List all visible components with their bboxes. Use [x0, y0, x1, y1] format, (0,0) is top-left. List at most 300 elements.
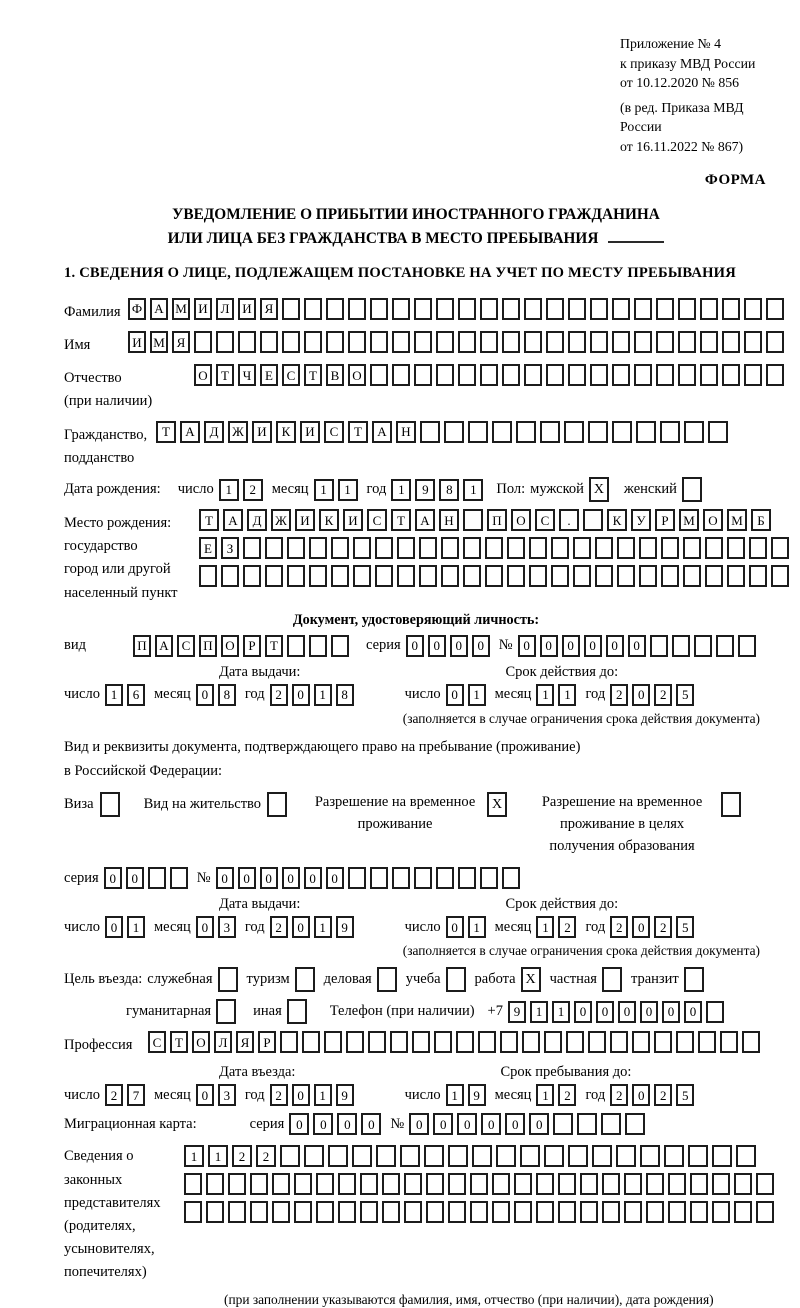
char-box — [458, 331, 476, 353]
char-box — [309, 635, 327, 657]
char-box: 0 — [684, 1001, 702, 1023]
given-name-label: Имя — [64, 337, 91, 354]
char-box: М — [172, 298, 190, 320]
doc-series-boxes — [406, 635, 494, 657]
char-box: 0 — [662, 1001, 680, 1023]
char-box: 0 — [628, 635, 646, 657]
char-box — [568, 298, 586, 320]
char-box — [738, 635, 756, 657]
char-box: 0 — [632, 684, 650, 706]
temp-permit-checkbox — [487, 792, 511, 817]
char-box — [632, 1031, 650, 1053]
char-box: 0 — [632, 916, 650, 938]
char-box — [558, 1201, 576, 1223]
char-box — [583, 509, 603, 531]
char-box: 0 — [406, 635, 424, 657]
char-box — [678, 364, 696, 386]
char-box — [595, 537, 613, 559]
char-box — [766, 331, 784, 353]
char-box: 1 — [468, 916, 486, 938]
char-box — [392, 867, 410, 889]
char-box: Д — [204, 421, 224, 443]
representatives-note: (при заполнении указываются фамилия, имя, отчество (при наличии), дата рождения) — [224, 1291, 714, 1307]
char-box — [400, 1145, 420, 1167]
day-label: число — [404, 918, 441, 935]
char-box: О — [511, 509, 531, 531]
char-box: 0 — [313, 1113, 333, 1135]
visa-checkbox — [100, 792, 124, 817]
year-label: год — [366, 481, 387, 497]
char-box: Д — [247, 509, 267, 531]
char-box: П — [487, 509, 507, 531]
char-box — [612, 421, 632, 443]
temp-permit-label: Разрешение на временное проживание — [314, 794, 476, 832]
char-box — [436, 298, 454, 320]
identity-doc-date-headings — [64, 664, 768, 681]
visit-purpose-row-1 — [64, 967, 768, 992]
char-box — [377, 967, 397, 992]
char-box: 0 — [361, 1113, 381, 1135]
char-box: Б — [751, 509, 771, 531]
char-box — [668, 1201, 686, 1223]
char-box — [568, 1145, 588, 1167]
phone-label: Телефон (при наличии) — [329, 1003, 475, 1020]
char-box: 1 — [314, 479, 334, 501]
char-box — [656, 364, 674, 386]
char-box: 5 — [676, 684, 694, 706]
char-box: 6 — [127, 684, 145, 706]
char-box — [617, 537, 635, 559]
residence-doc-date-headings — [64, 896, 768, 913]
char-box: 0 — [409, 1113, 429, 1135]
char-box — [507, 565, 525, 587]
char-box — [522, 1031, 540, 1053]
entry-day-boxes — [105, 1084, 149, 1106]
char-box — [602, 967, 622, 992]
citizenship-label-line2: подданство — [64, 449, 135, 466]
patronymic-label-line1: Отчество — [64, 370, 122, 387]
char-box: 1 — [468, 684, 486, 706]
representatives-label-line1: Сведения о — [64, 1148, 134, 1165]
char-box: 9 — [336, 916, 354, 938]
char-box — [458, 298, 476, 320]
char-box: А — [155, 635, 173, 657]
visit-purpose-row-2 — [64, 999, 768, 1024]
char-box — [654, 1031, 672, 1053]
char-box: К — [276, 421, 296, 443]
char-box — [722, 331, 740, 353]
char-box — [536, 1201, 554, 1223]
profession-label: Профессия — [64, 1037, 133, 1054]
phone-prefix: +7 — [487, 1003, 503, 1020]
char-box: 0 — [196, 1084, 214, 1106]
char-box: 7 — [127, 1084, 145, 1106]
birth-place-label-line3: город или другой — [64, 561, 171, 578]
char-box — [470, 1201, 488, 1223]
char-box — [282, 298, 300, 320]
char-box — [148, 867, 166, 889]
char-box: Р — [655, 509, 675, 531]
char-box — [304, 331, 322, 353]
month-label: месяц — [494, 918, 532, 935]
patronymic-row — [64, 364, 768, 413]
char-box: 0 — [632, 1084, 650, 1106]
entry-date-group — [64, 1084, 358, 1106]
char-box — [678, 331, 696, 353]
char-box: 0 — [446, 916, 464, 938]
char-box: 0 — [282, 867, 300, 889]
number-label: № — [196, 869, 211, 886]
day-label: число — [177, 481, 214, 497]
char-box — [660, 421, 680, 443]
char-box — [706, 1001, 724, 1023]
char-box: Л — [216, 298, 234, 320]
purpose-study-checkbox — [446, 967, 470, 992]
char-box: 0 — [216, 867, 234, 889]
char-box — [558, 1173, 576, 1195]
char-box: И — [343, 509, 363, 531]
section1-heading: 1. СВЕДЕНИЯ О ЛИЦЕ, ПОДЛЕЖАЩЕМ ПОСТАНОВКЕ НА УЧЕТ ПО МЕСТУ ПРЕБЫВАНИЯ — [64, 264, 736, 281]
char-box: 0 — [196, 684, 214, 706]
char-box: X — [487, 792, 507, 817]
char-box — [250, 1173, 268, 1195]
char-box — [368, 1031, 386, 1053]
char-box — [272, 1173, 290, 1195]
char-box: 0 — [428, 635, 446, 657]
char-box — [392, 331, 410, 353]
char-box — [287, 999, 307, 1024]
representatives-boxes — [184, 1142, 778, 1223]
sex-label: Пол: — [496, 481, 526, 497]
char-box — [568, 364, 586, 386]
char-box: 0 — [481, 1113, 501, 1135]
char-box: 3 — [218, 916, 236, 938]
char-box — [353, 537, 371, 559]
migration-card-label: Миграционная карта: — [64, 1115, 197, 1132]
char-box — [492, 1173, 510, 1195]
char-box: 1 — [391, 479, 411, 501]
char-box — [544, 1145, 564, 1167]
char-box — [566, 1031, 584, 1053]
purpose-transit-checkbox — [684, 967, 708, 992]
char-box — [287, 635, 305, 657]
char-box — [502, 867, 520, 889]
char-box — [267, 792, 287, 817]
char-box — [316, 1173, 334, 1195]
char-box — [370, 867, 388, 889]
form-label: ФОРМА — [704, 172, 766, 189]
char-box — [708, 421, 728, 443]
month-label: месяц — [494, 1086, 532, 1103]
char-box: 5 — [676, 916, 694, 938]
month-label: месяц — [153, 918, 191, 935]
edu-permit-checkbox — [721, 792, 745, 817]
char-box — [485, 565, 503, 587]
birth-month-boxes — [314, 479, 362, 501]
char-box — [260, 331, 278, 353]
entry-date-headings — [64, 1064, 768, 1081]
expiry-day-boxes — [446, 916, 490, 938]
char-box: В — [326, 364, 344, 386]
char-box — [524, 298, 542, 320]
char-box: 0 — [238, 867, 256, 889]
migration-number-boxes — [409, 1113, 649, 1135]
char-box — [712, 1173, 730, 1195]
month-label: месяц — [153, 1086, 191, 1103]
char-box — [749, 537, 767, 559]
char-box: 0 — [292, 1084, 310, 1106]
blank-line — [608, 229, 664, 243]
char-box — [625, 1113, 645, 1135]
char-box — [700, 331, 718, 353]
char-box: Т — [156, 421, 176, 443]
purpose-transit-label: транзит — [630, 971, 679, 988]
char-box — [650, 635, 668, 657]
char-box — [602, 1173, 620, 1195]
char-box — [590, 298, 608, 320]
char-box: Ч — [238, 364, 256, 386]
title-line-2-wrap — [64, 227, 768, 251]
char-box: 0 — [457, 1113, 477, 1135]
issue-year-boxes — [270, 684, 358, 706]
char-box — [228, 1201, 246, 1223]
char-box — [331, 635, 349, 657]
issue-date-heading: Дата выдачи: — [219, 896, 301, 913]
char-box — [392, 298, 410, 320]
char-box — [684, 967, 704, 992]
char-box — [727, 537, 745, 559]
identity-doc-row — [64, 635, 768, 657]
representatives-row3-boxes — [184, 1201, 778, 1223]
char-box — [282, 331, 300, 353]
char-box: И — [300, 421, 320, 443]
char-box: Т — [216, 364, 234, 386]
edu-permit-label: Разрешение на временное проживание в целях получения образования — [541, 794, 703, 854]
char-box — [744, 298, 762, 320]
char-box — [656, 298, 674, 320]
char-box — [414, 867, 432, 889]
char-box — [463, 565, 481, 587]
char-box — [734, 1173, 752, 1195]
char-box — [470, 1173, 488, 1195]
char-box — [472, 1145, 492, 1167]
char-box — [250, 1201, 268, 1223]
profession-boxes — [148, 1031, 764, 1053]
char-box — [272, 1201, 290, 1223]
char-box — [524, 331, 542, 353]
char-box: 9 — [468, 1084, 486, 1106]
char-box — [444, 421, 464, 443]
char-box: Ж — [271, 509, 291, 531]
birth-day-boxes — [219, 479, 267, 501]
char-box: 0 — [196, 916, 214, 938]
char-box — [568, 331, 586, 353]
birth-date-label: Дата рождения: — [64, 481, 161, 497]
residence-permit-checkbox — [267, 792, 291, 817]
char-box — [742, 1031, 760, 1053]
birth-place-label — [64, 509, 199, 605]
char-box — [456, 1031, 474, 1053]
char-box — [698, 1031, 716, 1053]
char-box: И — [194, 298, 212, 320]
char-box — [688, 1145, 708, 1167]
char-box — [376, 1145, 396, 1167]
char-box — [206, 1173, 224, 1195]
char-box — [529, 537, 547, 559]
char-box — [546, 298, 564, 320]
char-box — [612, 298, 630, 320]
char-box — [348, 331, 366, 353]
purpose-business-checkbox — [377, 967, 401, 992]
birth-place-row — [64, 509, 768, 605]
char-box — [502, 298, 520, 320]
char-box: А — [223, 509, 243, 531]
stay-day-boxes — [446, 1084, 490, 1106]
char-box — [700, 364, 718, 386]
char-box — [636, 421, 656, 443]
char-box — [458, 364, 476, 386]
char-box — [216, 331, 234, 353]
char-box — [492, 421, 512, 443]
char-box: 0 — [104, 867, 122, 889]
char-box — [580, 1201, 598, 1223]
stay-month-boxes — [536, 1084, 580, 1106]
char-box — [720, 1031, 738, 1053]
sex-female-label: женский — [623, 481, 677, 497]
patronymic-label — [64, 364, 194, 413]
char-box — [375, 565, 393, 587]
char-box — [514, 1173, 532, 1195]
char-box: 0 — [289, 1113, 309, 1135]
char-box — [294, 1173, 312, 1195]
char-box — [716, 635, 734, 657]
char-box — [382, 1173, 400, 1195]
appendix-line-2: к приказу МВД России — [620, 55, 756, 71]
stay-year-boxes — [610, 1084, 698, 1106]
issue-day-boxes — [105, 684, 149, 706]
representatives-label-line2: законных — [64, 1171, 123, 1188]
birth-place-label-line2: государство — [64, 538, 138, 555]
representatives-label-line4: (родителях, — [64, 1218, 136, 1235]
char-box — [683, 565, 701, 587]
char-box — [382, 1201, 400, 1223]
char-box: Е — [199, 537, 217, 559]
char-box: X — [521, 967, 541, 992]
char-box — [678, 298, 696, 320]
char-box: 0 — [596, 1001, 614, 1023]
char-box — [353, 565, 371, 587]
char-box: 9 — [415, 479, 435, 501]
char-box — [588, 421, 608, 443]
citizenship-row — [64, 421, 768, 470]
char-box: У — [631, 509, 651, 531]
char-box — [414, 364, 432, 386]
char-box — [664, 1145, 684, 1167]
char-box — [480, 331, 498, 353]
char-box — [536, 1173, 554, 1195]
issue-day-boxes — [105, 916, 149, 938]
char-box — [524, 364, 542, 386]
char-box — [309, 537, 327, 559]
char-box: 0 — [292, 684, 310, 706]
purpose-label: Цель въезда: — [64, 971, 143, 988]
residence-doc-intro-1: Вид и реквизиты документа, подтверждающего право на пребывание (проживание) — [64, 738, 581, 755]
char-box — [540, 421, 560, 443]
char-box — [634, 364, 652, 386]
char-box — [514, 1201, 532, 1223]
char-box — [551, 565, 569, 587]
residence-number-boxes — [216, 867, 524, 889]
char-box — [436, 867, 454, 889]
char-box — [624, 1173, 642, 1195]
char-box: К — [607, 509, 627, 531]
amendment-line-2: от 16.11.2022 № 867) — [620, 138, 744, 154]
char-box: 0 — [433, 1113, 453, 1135]
purpose-official-checkbox — [218, 967, 242, 992]
char-box — [744, 364, 762, 386]
char-box — [700, 298, 718, 320]
char-box: 0 — [574, 1001, 592, 1023]
char-box — [424, 1145, 444, 1167]
day-label: число — [64, 686, 100, 703]
series-label: серия — [249, 1115, 285, 1132]
char-box: 0 — [260, 867, 278, 889]
char-box: Я — [172, 331, 190, 353]
char-box — [302, 1031, 320, 1053]
char-box — [684, 421, 704, 443]
char-box: 1 — [463, 479, 483, 501]
char-box — [426, 1201, 444, 1223]
char-box — [480, 867, 498, 889]
char-box: М — [150, 331, 168, 353]
char-box: С — [282, 364, 300, 386]
char-box — [612, 331, 630, 353]
char-box — [216, 999, 236, 1024]
series-label: серия — [64, 869, 99, 886]
char-box — [265, 565, 283, 587]
char-box: П — [199, 635, 217, 657]
char-box — [397, 537, 415, 559]
char-box — [184, 1201, 202, 1223]
char-box: 2 — [610, 684, 628, 706]
birth-place-row3-boxes — [199, 565, 793, 587]
char-box — [441, 565, 459, 587]
char-box — [370, 364, 388, 386]
birth-year-boxes — [391, 479, 487, 501]
purpose-other-label: иная — [253, 1003, 282, 1020]
residence-doc-intro-2: в Российской Федерации: — [64, 763, 223, 780]
birth-place-row1-boxes — [199, 509, 793, 531]
char-box — [749, 565, 767, 587]
birth-date-row — [64, 477, 768, 502]
char-box: 0 — [472, 635, 490, 657]
char-box — [668, 1173, 686, 1195]
char-box — [588, 1031, 606, 1053]
appendix-block — [620, 34, 768, 156]
issue-month-boxes — [196, 684, 240, 706]
birth-place-label-line1: Место рождения: — [64, 515, 172, 531]
issue-year-boxes — [270, 916, 358, 938]
entry-year-boxes — [270, 1084, 358, 1106]
char-box: 8 — [336, 684, 354, 706]
char-box — [690, 1173, 708, 1195]
char-box: 0 — [126, 867, 144, 889]
doc-type-boxes — [133, 635, 353, 657]
migration-series-boxes — [289, 1113, 385, 1135]
char-box: 9 — [508, 1001, 526, 1023]
month-label: месяц — [153, 686, 191, 703]
given-name-boxes — [128, 331, 788, 353]
